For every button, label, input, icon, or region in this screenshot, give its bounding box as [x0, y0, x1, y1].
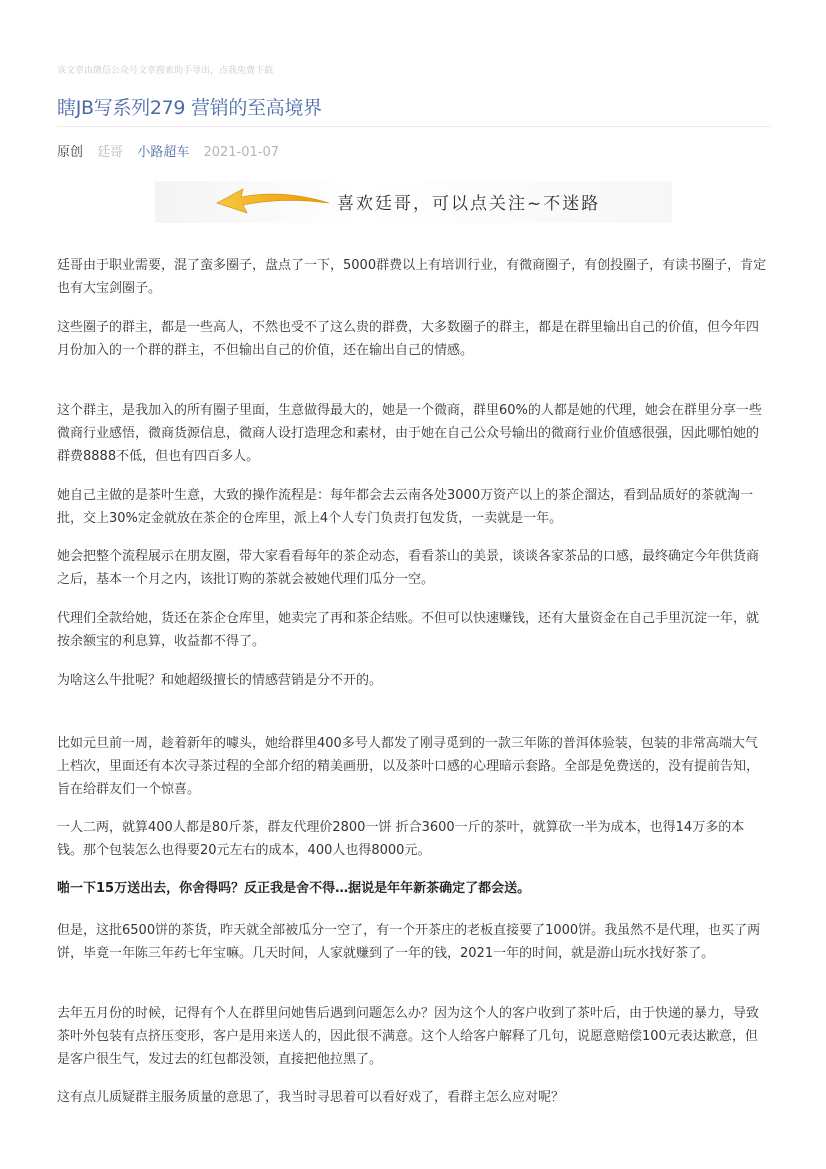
- account-link[interactable]: 小路超车: [137, 145, 190, 160]
- title-divider: [57, 126, 770, 127]
- bold-paragraph: 啪一下15万送出去，你舍得吗？反正我是舍不得…据说是年年新茶确定了都会送。: [57, 881, 531, 896]
- paragraph: 但是，这批6500饼的茶货，昨天就全部被瓜分一空了，有一个开茶庄的老板直接要了1000饼。我虽然不是代理，也买了两饼，毕竟一年陈三年药七年宝嘛。几天时间，人家就赚到了一年的钱，2021一年的时间，就是游山玩水找好茶了。: [57, 923, 761, 961]
- paragraph: 代理们全款给她，货还在茶企仓库里，她卖完了再和茶企结账。不但可以快速赚钱，还有大量资金在自己手里沉淀一年，就按余额宝的利息算，收益都不得了。: [57, 611, 760, 649]
- follow-banner-image: [155, 181, 672, 223]
- publish-date: 2021-01-07: [203, 145, 280, 160]
- paragraph: 这有点儿质疑群主服务质量的意思了，我当时寻思着可以看好戏了，看群主怎么应对呢？: [57, 1090, 565, 1105]
- paragraph: 比如元旦前一周，趁着新年的噱头，她给群里400多号人都发了刚寻觅到的一款三年陈的普洱体验装，包装的非常高端大气上档次，里面还有本次寻茶过程的全部介绍的精美画册，以及茶叶口感的心理暗示套路。全部是免费送的，没有提前告知，旨在给群友们一个惊喜。: [57, 736, 760, 797]
- paragraph: 一人二两，就算400人都是80斤茶，群友代理价2800一饼 折合3600一斤的茶叶，就算砍一半为成本，也得14万多的本钱。那个包装怎么也得要20元左右的成本，400人也得8000元。: [57, 820, 745, 858]
- paragraph: 这些圈子的群主，都是一些高人，不然也受不了这么贵的群费，大多数圈子的群主，都是在群里输出自己的价值，但今年四月份加入的一个群的群主，不但输出自己的价值，还在输出自己的情感。: [57, 320, 760, 358]
- paragraph: 这个群主，是我加入的所有圈子里面，生意做得最大的，她是一个微商，群里60%的人都是她的代理，她会在群里分享一些微商行业感悟，微商货源信息，微商人设打造理念和素材，由于她在自己公众号输出的微商行业价值感很强，因此哪怕她的群费8888不低，但也有四百多人。: [57, 403, 762, 464]
- paragraph: 去年五月份的时候，记得有个人在群里问她售后遇到问题怎么办？因为这个人的客户收到了茶叶后，由于快递的暴力，导致茶叶外包装有点挤压变形，客户是用来送人的，因此很不满意。这个人给客户解释了几句，说愿意赔偿100元表达歉意，但是客户很生气，发过去的红包都没领，直接把他拉黑了。: [57, 1006, 760, 1067]
- paragraph: 为啥这么牛批呢？和她超级擅长的情感营销是分不开的。: [57, 673, 383, 688]
- author-name: 廷哥: [97, 145, 124, 160]
- paragraph: 她会把整个流程展示在朋友圈，带大家看看每年的茶企动态，看看茶山的美景，谈谈各家茶品的口感，最终确定今年供货商之后，基本一个月之内，该批订购的茶就会被她代理们瓜分一空。: [57, 549, 760, 587]
- banner-text: 喜欢廷哥，可以点关注~不迷路: [337, 194, 601, 214]
- article-meta: [57, 141, 289, 160]
- paragraph: 廷哥由于职业需要，混了蛮多圈子，盘点了一下，5000群费以上有培训行业，有微商圈子，有创投圈子，有读书圈子，肯定也有大宝剑圈子。: [57, 258, 767, 296]
- arrow-icon: [213, 183, 333, 221]
- export-note-link[interactable]: 该文章由微信公众号文章搜索助手导出，点我免费下载: [57, 66, 274, 76]
- paragraph: 她自己主做的是茶叶生意，大致的操作流程是：每年都会去云南各处3000万资产以上的茶企溜达，看到品质好的茶就淘一批，交上30%定金就放在茶企的仓库里，派上4个人专门负责打包发货，一卖就是一年。: [57, 488, 754, 526]
- original-label: 原创: [57, 145, 84, 160]
- article-title: 瞎JB写系列279 营销的至高境界: [57, 97, 322, 119]
